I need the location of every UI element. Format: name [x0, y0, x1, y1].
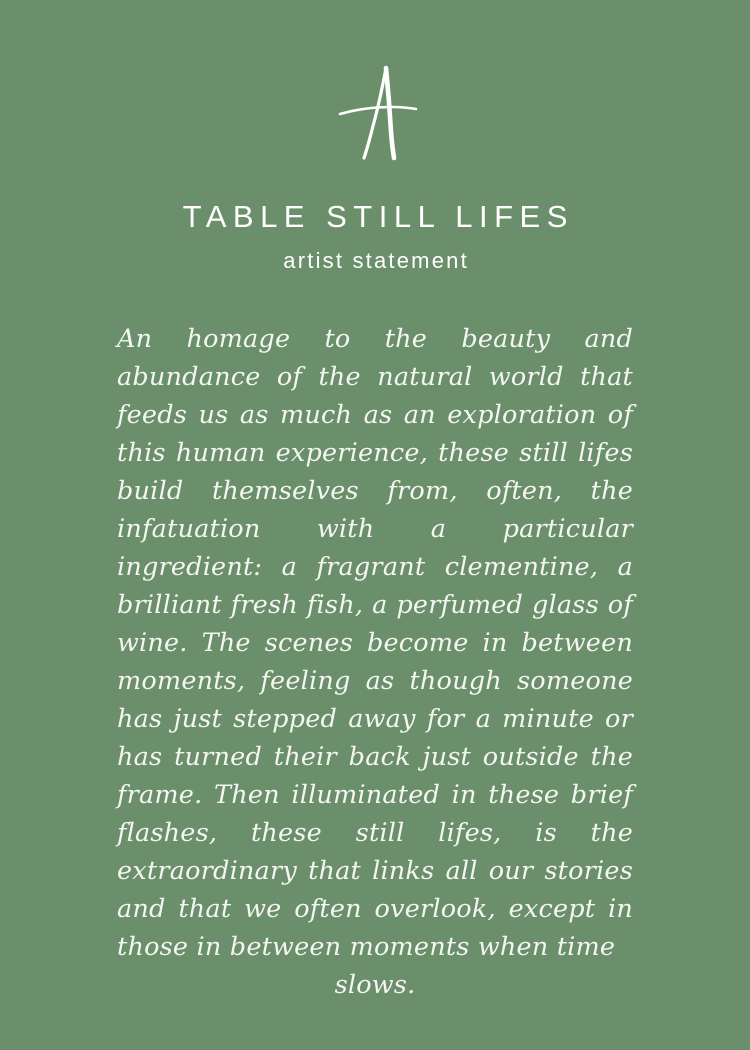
letter-a-monogram-icon — [320, 62, 430, 162]
statement-paragraph: An homage to the beauty and abundance of the natural world that feeds us as much as an exploration of this human experience, these still lifes build themselves from, often, the infatuation with a particular ingredient: a fragrant clementine, a brilliant fresh fish, a perfumed glass of wine. The scenes become in between moments, feeling as though someone has just stepped away for a minute or has turned their back just outside the frame. Then illuminated in these brief flashes, these still lifes, is the extraordinary that links all our stories and that we often overlook, except in those in between moments when time — [117, 324, 633, 963]
statement-last-line: slows. — [334, 970, 416, 1001]
page-subtitle: artist statement — [283, 248, 469, 274]
artist-statement-body — [117, 320, 633, 1004]
page-title: TABLE STILL LIFES — [182, 199, 574, 234]
